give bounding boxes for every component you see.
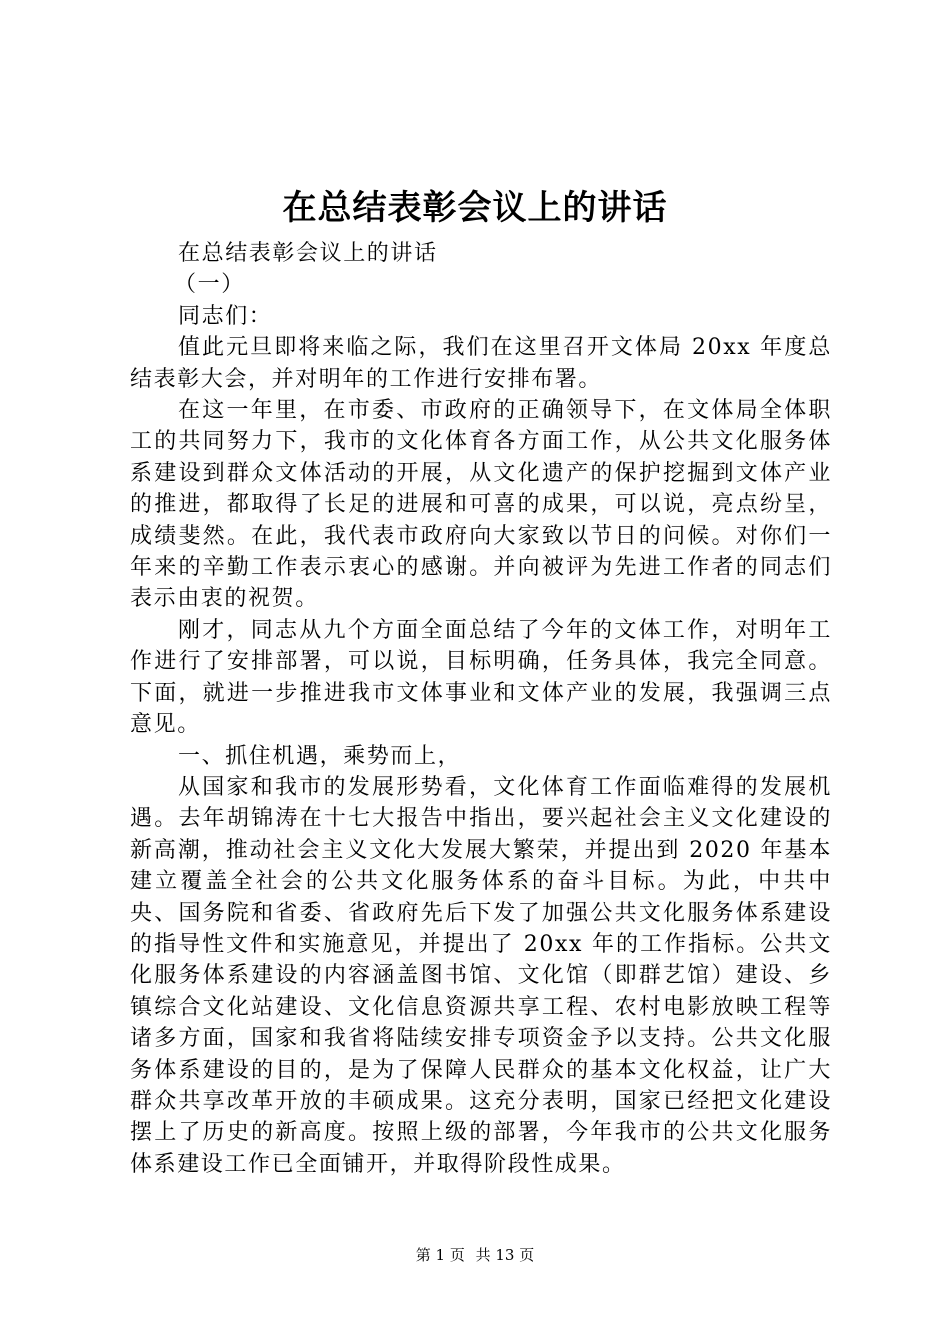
body-paragraph: 从国家和我市的发展形势看，文化体育工作面临难得的发展机遇。去年胡锦涛在十七大报告中指出，要兴起社会主义文化建设的新高潮，推动社会主义文化大发展大繁荣，并提出到 2020 年基本建立覆盖全社会的公共文化服务体系的奋斗目标。为此，中共中央、国务院和省委、省政府先后下发了加强公共文化服务体系建设的指导性文件和实施意见，并提出了 20xx 年的工作指标。公共文化服务体系建设的内容涵盖图书馆、文化馆（即群艺馆）建设、乡镇综合文化站建设、文化信息资源共享工程、农村电影放映工程等诸多方面，国家和我省将陆续安排专项资金予以支持。公共文化服务体系建设的目的，是为了保障人民群众的基本文化权益，让广大群众共享改革开放的丰硕成果。这充分表明，国家已经把文化建设摆上了历史的新高度。按照上级的部署，今年我市的公共文化服务体系建设工作已全面铺开，并取得阶段性成果。 (130, 774, 832, 1177)
page-footer (0, 1245, 950, 1265)
document-body (130, 238, 832, 1180)
body-paragraph: 值此元旦即将来临之际，我们在这里召开文体局 20xx 年度总结表彰大会，并对明年的工作进行安排布署。 (130, 335, 832, 392)
body-paragraph: 刚才，同志从九个方面全面总结了今年的文体工作，对明年工作进行了安排部署，可以说，目标明确，任务具体，我完全同意。下面，就进一步推进我市文体事业和文体产业的发展，我强调三点意见。 (130, 617, 832, 738)
document-title: 在总结表彰会议上的讲话 (282, 188, 668, 228)
salutation-paragraph: 同志们： (178, 303, 273, 329)
subtitle-paragraph: 在总结表彰会议上的讲话 (178, 241, 438, 266)
section-number-paragraph: （一） (174, 272, 245, 298)
body-paragraph: 在这一年里，在市委、市政府的正确领导下，在文体局全体职工的共同努力下，我市的文化体育各方面工作，从公共文化服务体系建设到群众文体活动的开展，从文化遗产的保护挖掘到文体产业的推进，都取得了长足的进展和可喜的成果，可以说，亮点纷呈，成绩斐然。在此，我代表市政府向大家致以节日的问候。对你们一年来的辛勤工作表示衷心的感谢。并向被评为先进工作者的同志们表示由衷的祝贺。 (130, 398, 832, 612)
section-heading-paragraph: 一、抓住机遇，乘势而上， (178, 743, 462, 769)
page-number: 第 1 页 (415, 1246, 465, 1264)
page-total: 共 13 页 (475, 1246, 535, 1264)
